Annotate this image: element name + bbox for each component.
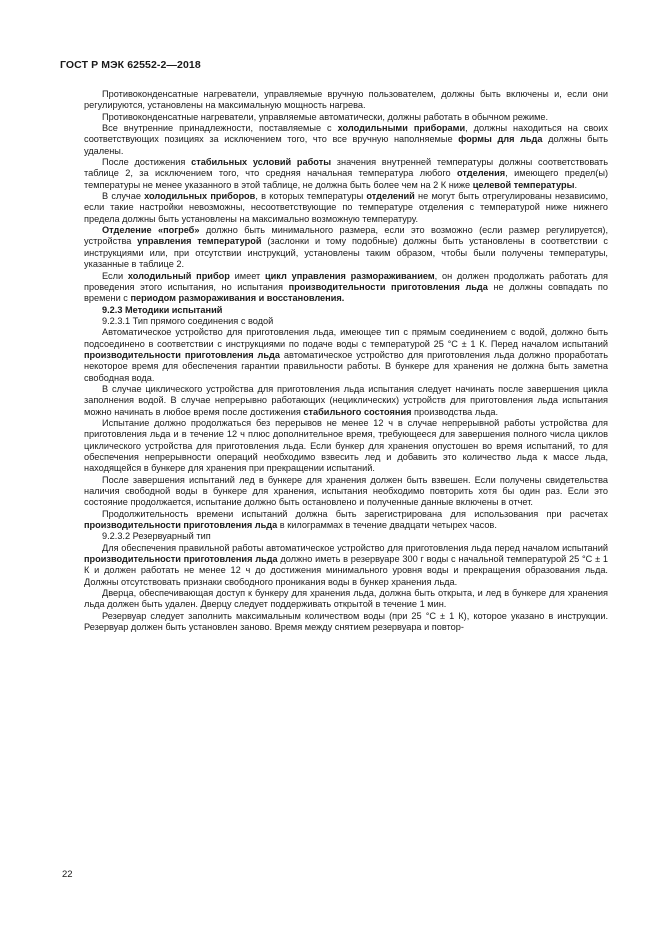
section-heading (84, 305, 608, 316)
bold-term: холодильный прибор (127, 270, 230, 281)
text-run: Противоконденсатные нагреватели, управляемые вручную пользователем, должны быть включены и, если они регулируются, установлены на максимальную мощность нагрева. (84, 89, 608, 111)
paragraph (84, 191, 608, 225)
text-run: , имеющего предел(ы) температуры не менее указанного в этой таблице, не должна быть более чем на 2 К ниже (84, 168, 608, 190)
text-run: Автоматическое устройство для приготовления льда, имеющее тип с прямым соединением с водой, должно быть подсоединено в соответствии с инструкциями по подаче воды с температурой 25 °С ± 1 К. Перед началом испытаний (84, 327, 608, 349)
text-run: имеет (229, 270, 265, 281)
bold-term: производительности приготовления льда (84, 349, 280, 360)
text-run: производства льда. (411, 406, 499, 417)
text-run: Противоконденсатные нагреватели, управляемые автоматически, должны работать в обычном режиме. (102, 111, 549, 122)
bold-term: производительности приготовления льда (288, 281, 488, 292)
text-run: Все внутренние принадлежности, поставляемые с (102, 123, 338, 134)
bold-term: управления температурой (137, 236, 262, 247)
text-run: 9.2.3.1 Тип прямого соединения с водой (102, 315, 274, 326)
bold-term: стабильного состояния (303, 406, 412, 417)
document-body (84, 89, 608, 634)
paragraph (84, 543, 608, 588)
text-run: Резервуар следует заполнить максимальным количеством воды (при 25 °С ± 1 К), которое указано в инструкции. Резервуар должен быть установлен заново. Время между снятием резервуара и повтор- (84, 610, 608, 633)
bold-term: производительности приготовления льда (84, 520, 278, 531)
paragraph (84, 327, 608, 384)
text-run: После достижения (102, 157, 192, 168)
paragraph (84, 271, 608, 305)
text-run: Если (102, 270, 128, 281)
bold-term: холодильных приборов (144, 191, 256, 202)
text-run: 9.2.3.2 Резервуарный тип (102, 531, 211, 542)
bold-term: производительности приготовления льда (84, 554, 278, 565)
text-run: не должны совпадать по времени с (84, 281, 609, 304)
document-header: ГОСТ Р МЭК 62552-2—2018 (60, 59, 201, 71)
paragraph (84, 225, 608, 270)
paragraph (84, 157, 608, 191)
text-run: Для обеспечения правильной работы автоматическое устройство для приготовления льда перед началом испытаний (102, 542, 608, 553)
bold-term: целевой температуры (472, 179, 575, 190)
section-heading (84, 531, 608, 542)
paragraph (84, 418, 608, 475)
text-run: должно иметь в резервуаре 300 г воды с начальной температурой 25 °С ± 1 К и должен работать не менее 12 ч до достижения минимального уровня воды и прекращения образования льда. Должны отсутствовать признаки свободного проникания воды в бункер хранения льда. (84, 554, 608, 587)
text-run: (заслонки и тому подобные) должны быть установлены в соответствии с инструкциями или, при отсутствии инструкций, установлены таким образом, чтобы были получены температуры, указанные в таблице 2. (84, 236, 608, 270)
bold-term: формы для льда (458, 134, 543, 145)
text-run: Дверца, обеспечивающая доступ к бункеру для хранения льда, должна быть открыта, и лед в бункере для хранения льда должен быть удален. Дверцу следует поддерживать открытой в течение 1 мин. (84, 588, 608, 610)
bold-term: периодом размораживания и восстановления. (130, 293, 345, 304)
bold-term: отделений (366, 191, 415, 202)
text-run: В случае (102, 191, 145, 202)
text-run: 9.2.3 Методики испытаний (102, 304, 223, 315)
text-run: Продолжительность времени испытаний должна быть зарегистрирована для использования при расчетах (102, 508, 608, 519)
paragraph (84, 89, 608, 112)
bold-term: отделения (457, 168, 506, 179)
text-run: После завершения испытаний лед в бункере для хранения должен быть взвешен. Если получены свидетельства наличия свободной воды в бункере для хранения, испытания необходимо повторить хотя бы один раз. Если это состояние продолжается, испытание должно быть остановлено и полученные данные включены в отчет. (84, 474, 608, 508)
text-run: автоматическое устройство для приготовления льда должно проработать некоторое время для обеспечения гарантии правильности работы. В бункере для хранения не должна быть заметна свободная вода. (84, 349, 608, 383)
paragraph (84, 509, 608, 532)
bold-term: стабильных условий работы (191, 157, 332, 168)
paragraph (84, 112, 608, 123)
bold-term: холодильными приборами (337, 123, 466, 134)
text-run: должны быть удалены. (84, 134, 608, 156)
bold-term: цикл управления размораживанием (264, 270, 435, 281)
paragraph (84, 123, 608, 157)
text-run: не могут быть отрегулированы независимо, если такие настройки невозможны, несоответствующие по температуре отделения с температурой ниже нижнего предела должны быть установлены на максимально возможную температуру. (84, 191, 608, 224)
text-run: должно быть минимального размера, если это возможно (если размер регулируется), устройства (84, 225, 608, 247)
text-run: , в которых температуры (255, 191, 367, 202)
text-run: , должны находиться на своих соответствующих позициях за исключением того, что все вручную наполняемые (84, 123, 608, 145)
paragraph (84, 384, 608, 418)
section-heading (84, 316, 608, 327)
text-run: Испытание должно продолжаться без перерывов не менее 12 ч в случае непрерывной работы устройства для приготовления льда и в течение 12 ч плюс дополнительное время, требующееся для завершения полного числа циклов циклического устройства для приготовления льда. Если бункер для хранения опустошен во время испытаний, то для обеспечения непрерывности операций необходимо взвесить лед и добавить это количество льда к массе льда, находящейся в бункере для хранения при прекращении испытаний. (84, 417, 608, 474)
paragraph (84, 611, 608, 634)
page-number: 22 (62, 869, 73, 880)
paragraph (84, 588, 608, 611)
text-run: значения внутренней температуры должны соответствовать таблице 2, за исключением того, что средняя начальная температура любого (84, 157, 608, 179)
bold-term: Отделение «погреб» (102, 225, 200, 236)
paragraph (84, 475, 608, 509)
text-run: в килограммах в течение двадцати четырех часов. (277, 520, 497, 531)
text-run: . (574, 179, 578, 190)
text-run: , он должен продолжать работать для проведения этого испытания, но испытания (84, 270, 608, 292)
text-run: В случае циклического устройства для приготовления льда испытания следует начинать после завершения цикла заполнения водой. В случае непрерывно работающих (нециклических) устройств для приготовления льда испытания можно начинать в любое время после достижения (84, 383, 608, 417)
